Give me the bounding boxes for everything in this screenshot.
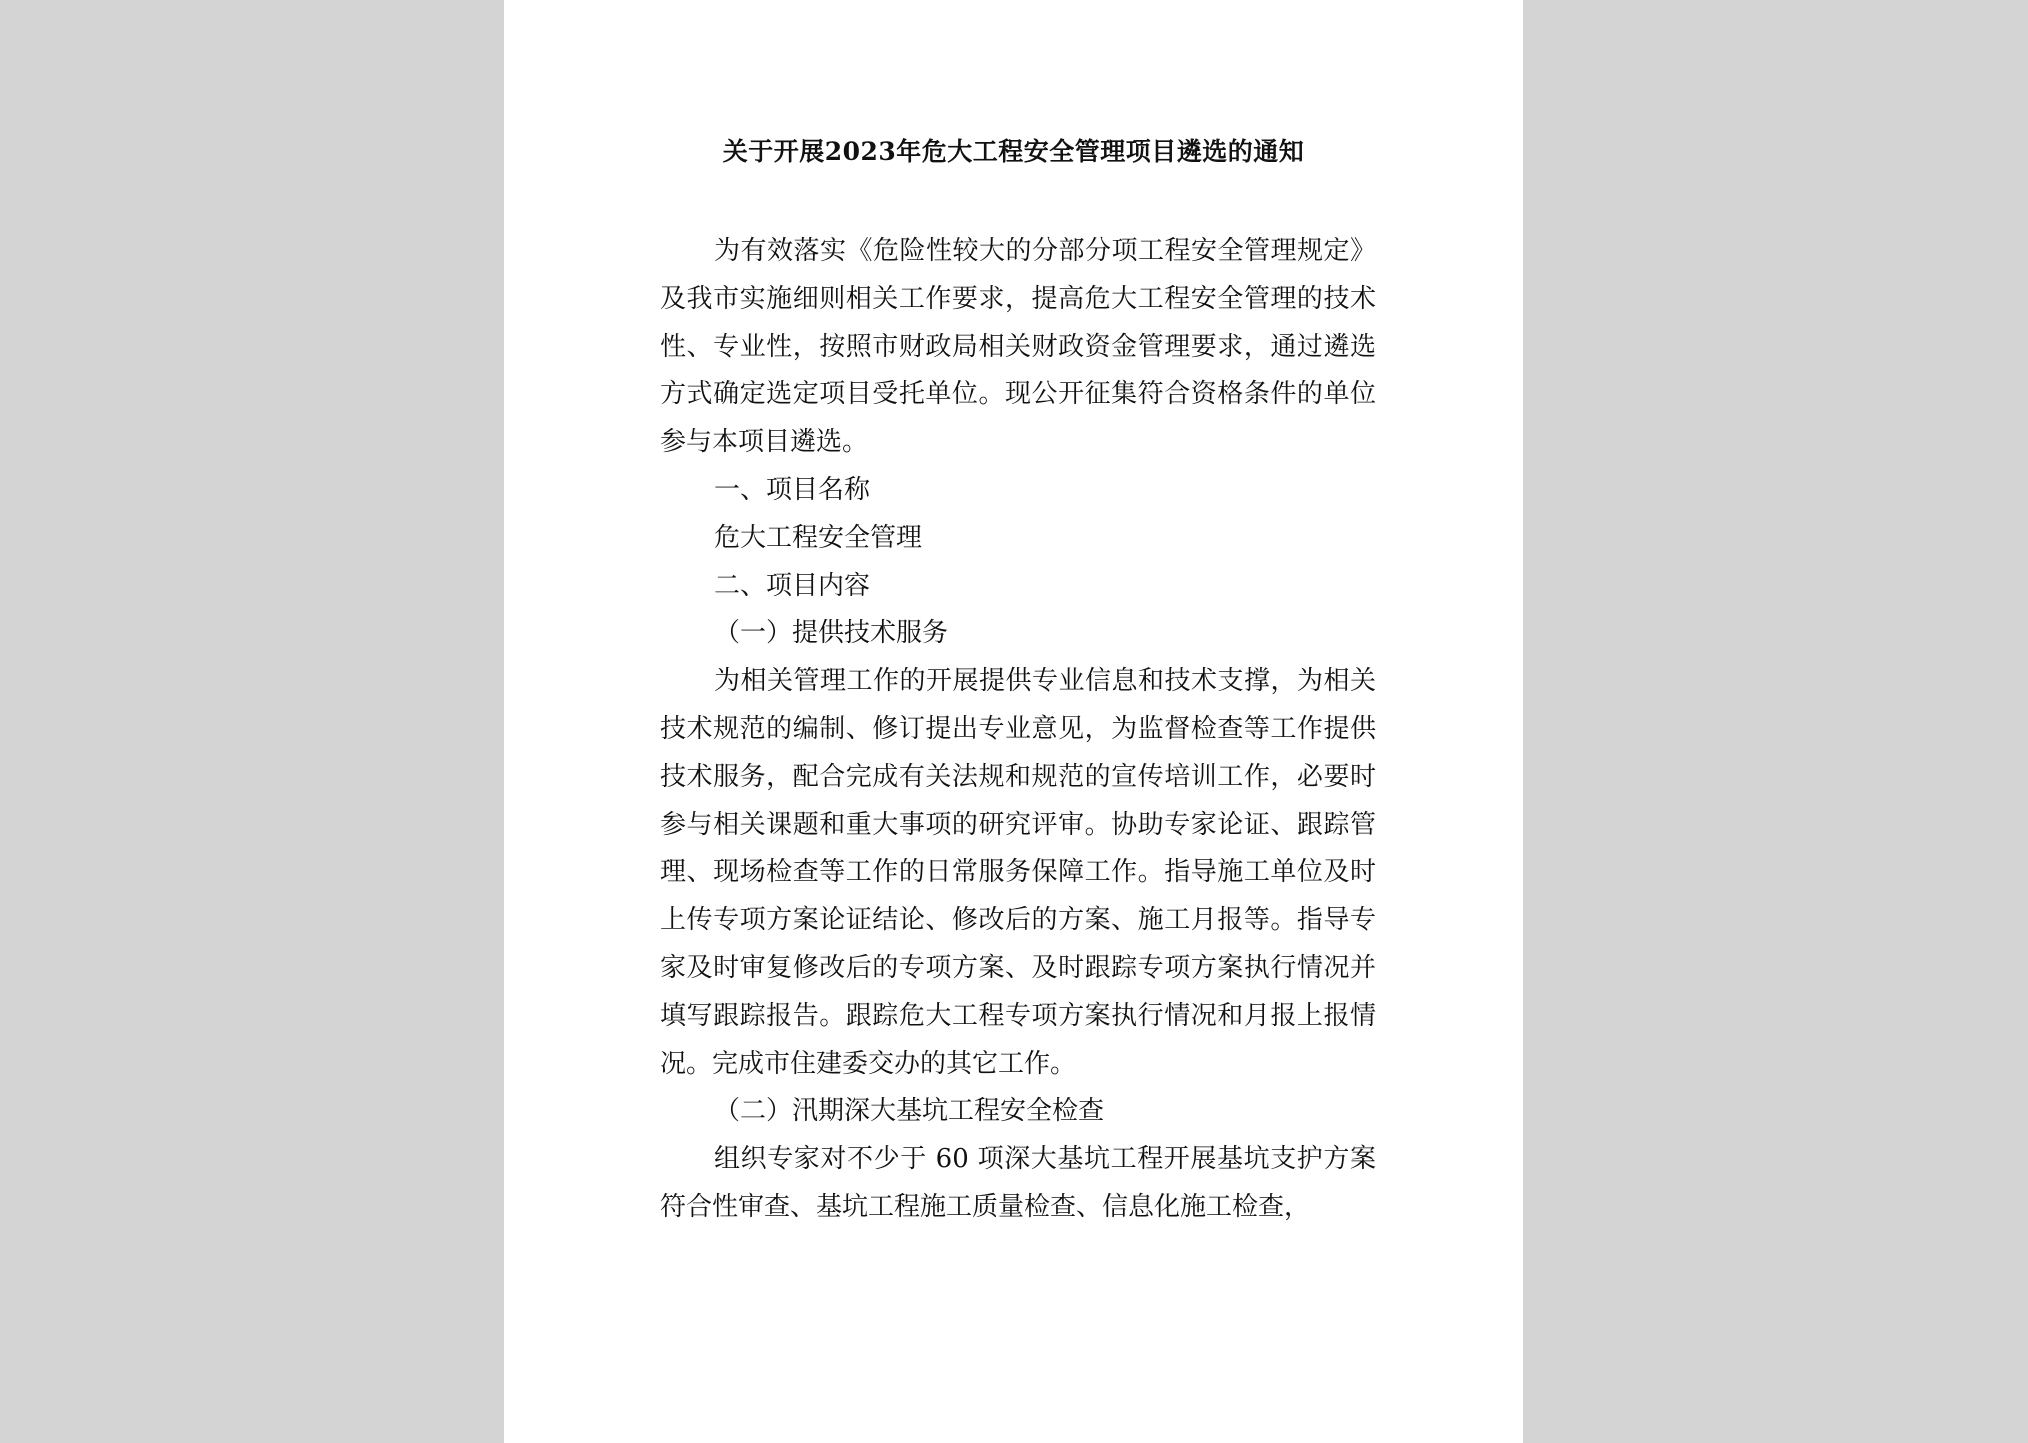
- section-heading-project-name: 一、项目名称: [714, 474, 871, 505]
- technical-service-paragraph: 为相关管理工作的开展提供专业信息和技术支撑，为相关技术规范的编制、修订提出专业意见，为监督检查等工作提供技术服务，配合完成有关法规和规范的宣传培训工作，必要时参与相关课题和重大事项的研究评审。协助专家论证、跟踪管理、现场检查等工作的日常服务保障工作。指导施工单位及时上传专项方案论证结论、修改后的方案、施工月报等。指导专家及时审复修改后的专项方案、及时跟踪专项方案执行情况并填写跟踪报告。跟踪危大工程专项方案执行情况和月报上报情况。完成市住建委交办的其它工作。: [660, 666, 1376, 1079]
- subsection-heading-flood-season-inspection: （二）汛期深大基坑工程安全检查: [714, 1096, 1105, 1127]
- document-page: [504, 0, 1523, 1443]
- section-heading-project-content: 二、项目内容: [714, 570, 871, 601]
- document-title: 关于开展2023年危大工程安全管理项目遴选的通知: [722, 137, 1305, 166]
- intro-paragraph: 为有效落实《危险性较大的分部分项工程安全管理规定》及我市实施细则相关工作要求，提高危大工程安全管理的技术性、专业性，按照市财政局相关财政资金管理要求，通过遴选方式确定选定项目受托单位。现公开征集符合资格条件的单位参与本项目遴选。: [660, 236, 1376, 458]
- flood-season-inspection-paragraph: 组织专家对不少于 60 项深大基坑工程开展基坑支护方案符合性审查、基坑工程施工质量检查、信息化施工检查，: [660, 1144, 1376, 1222]
- project-name-value: 危大工程安全管理: [714, 522, 923, 553]
- document-body: [660, 228, 1376, 1232]
- subsection-heading-technical-service: （一）提供技术服务: [714, 618, 949, 649]
